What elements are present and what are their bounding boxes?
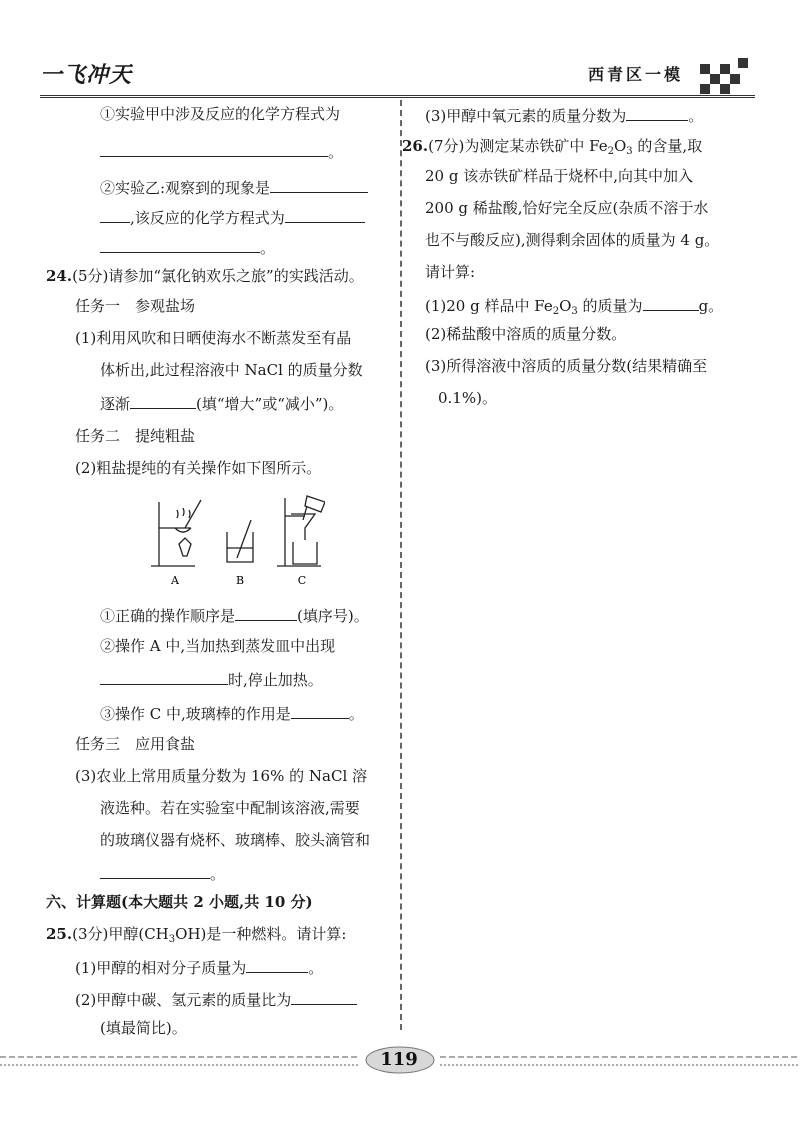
answer-blank[interactable] — [291, 702, 349, 719]
exam-title: 西青区一模 — [588, 65, 684, 84]
answer-blank[interactable] — [626, 104, 688, 121]
q24-3-line4: 。 — [100, 862, 225, 884]
q24-1-line1: (1)利用风吹和日晒使海水不断蒸发至有晶 — [75, 329, 352, 347]
q26-part1: (1)20 g 样品中 $Fe_2O_3$ 的质量为 g。 — [425, 294, 723, 322]
figure-label-c: C — [297, 574, 307, 587]
apparatus-a-evaporation — [151, 500, 201, 566]
q26-line1: 26.(7分)为测定某赤铁矿中 $Fe_2O_3$ 的含量,取 — [402, 137, 703, 157]
q24-2-line1: (2)粗盐提纯的有关操作如下图所示。 — [75, 459, 322, 477]
answer-blank[interactable] — [100, 206, 130, 223]
answer-blank[interactable] — [285, 206, 365, 223]
answer-blank[interactable] — [235, 604, 297, 621]
q26-line5: 请计算: — [425, 263, 476, 281]
answer-blank[interactable] — [100, 236, 260, 253]
q24-2-op1: ①正确的操作顺序是 (填序号)。 — [100, 604, 369, 626]
answer-blank[interactable] — [246, 956, 308, 973]
answer-blank[interactable] — [643, 294, 699, 311]
checker-decoration — [700, 58, 748, 94]
q24-stem: 24.(5分)请参加“氯化钠欢乐之旅”的实践活动。 — [46, 267, 364, 285]
apparatus-b-dissolving — [227, 520, 253, 562]
task3-title: 任务三 应用食盐 — [75, 735, 196, 753]
q26-line3: 200 g 稀盐酸,恰好完全反应(杂质不溶于水 — [425, 199, 709, 217]
q23-line5: 。 — [100, 236, 275, 258]
answer-blank[interactable] — [100, 140, 328, 157]
answer-blank[interactable] — [270, 176, 368, 193]
q23-line3: ②实验乙:观察到的现象是 — [100, 176, 368, 198]
q26-part3: (3)所得溶液中溶质的质量分数(结果精确至 — [425, 357, 708, 375]
q25-part2: (2)甲醇中碳、氢元素的质量比为 — [75, 988, 357, 1010]
q24-2-op3: ③操作 C 中,玻璃棒的作用是 。 — [100, 702, 364, 724]
q25-stem: 25.(3分)甲醇$(CH_3OH)$是一种燃料。请计算: — [46, 925, 347, 945]
q24-3-line3: 的玻璃仪器有烧杯、玻璃棒、胶头滴管和 — [100, 831, 371, 849]
q26-part3b: 0.1%)。 — [438, 389, 497, 407]
answer-blank[interactable] — [100, 862, 210, 879]
q25-part3: (3)甲醇中氧元素的质量分数为 。 — [425, 104, 703, 126]
q26-line4: 也不与酸反应),测得剩余固体的质量为 4 g。 — [425, 231, 720, 249]
q23-line2: 。 — [100, 140, 343, 162]
q26-part2: (2)稀盐酸中溶质的质量分数。 — [425, 325, 627, 343]
task1-title: 任务一 参观盐场 — [75, 297, 196, 315]
q24-1-line3: 逐渐 (填“增大”或“减小”)。 — [100, 392, 343, 414]
q24-2-op2: ②操作 A 中,当加热到蒸发皿中出现 — [100, 637, 336, 655]
apparatus-c-filtration — [277, 496, 325, 566]
answer-blank[interactable] — [100, 668, 228, 685]
section6-title: 六、计算题(本大题共 2 小题,共 10 分) — [46, 893, 313, 911]
q24-3-line2: 液选种。若在实验室中配制该溶液,需要 — [100, 799, 360, 817]
q24-2-op2b: 时,停止加热。 — [100, 668, 323, 690]
task2-title: 任务二 提纯粗盐 — [75, 427, 196, 445]
q25-part2b: (填最简比)。 — [100, 1019, 187, 1037]
q23-line1: ①实验甲中涉及反应的化学方程式为 — [100, 105, 341, 123]
q26-line2: 20 g 该赤铁矿样品于烧杯中,向其中加入 — [425, 167, 693, 185]
brand-title: 一飞冲天 — [40, 62, 133, 88]
answer-blank[interactable] — [130, 392, 196, 409]
q23-line4: ,该反应的化学方程式为 — [100, 206, 365, 228]
apparatus-figure — [145, 490, 325, 590]
figure-label-b: B — [235, 574, 245, 587]
q24-3-line1: (3)农业上常用质量分数为 16% 的 NaCl 溶 — [75, 767, 368, 785]
column-divider — [400, 100, 402, 1030]
q25-part1: (1)甲醇的相对分子质量为 。 — [75, 956, 323, 978]
figure-label-a: A — [171, 574, 179, 587]
answer-blank[interactable] — [291, 988, 357, 1005]
q24-1-line2: 体析出,此过程溶液中 NaCl 的质量分数 — [100, 361, 363, 379]
header-divider — [40, 95, 755, 98]
page-number: 119 — [380, 1049, 418, 1070]
